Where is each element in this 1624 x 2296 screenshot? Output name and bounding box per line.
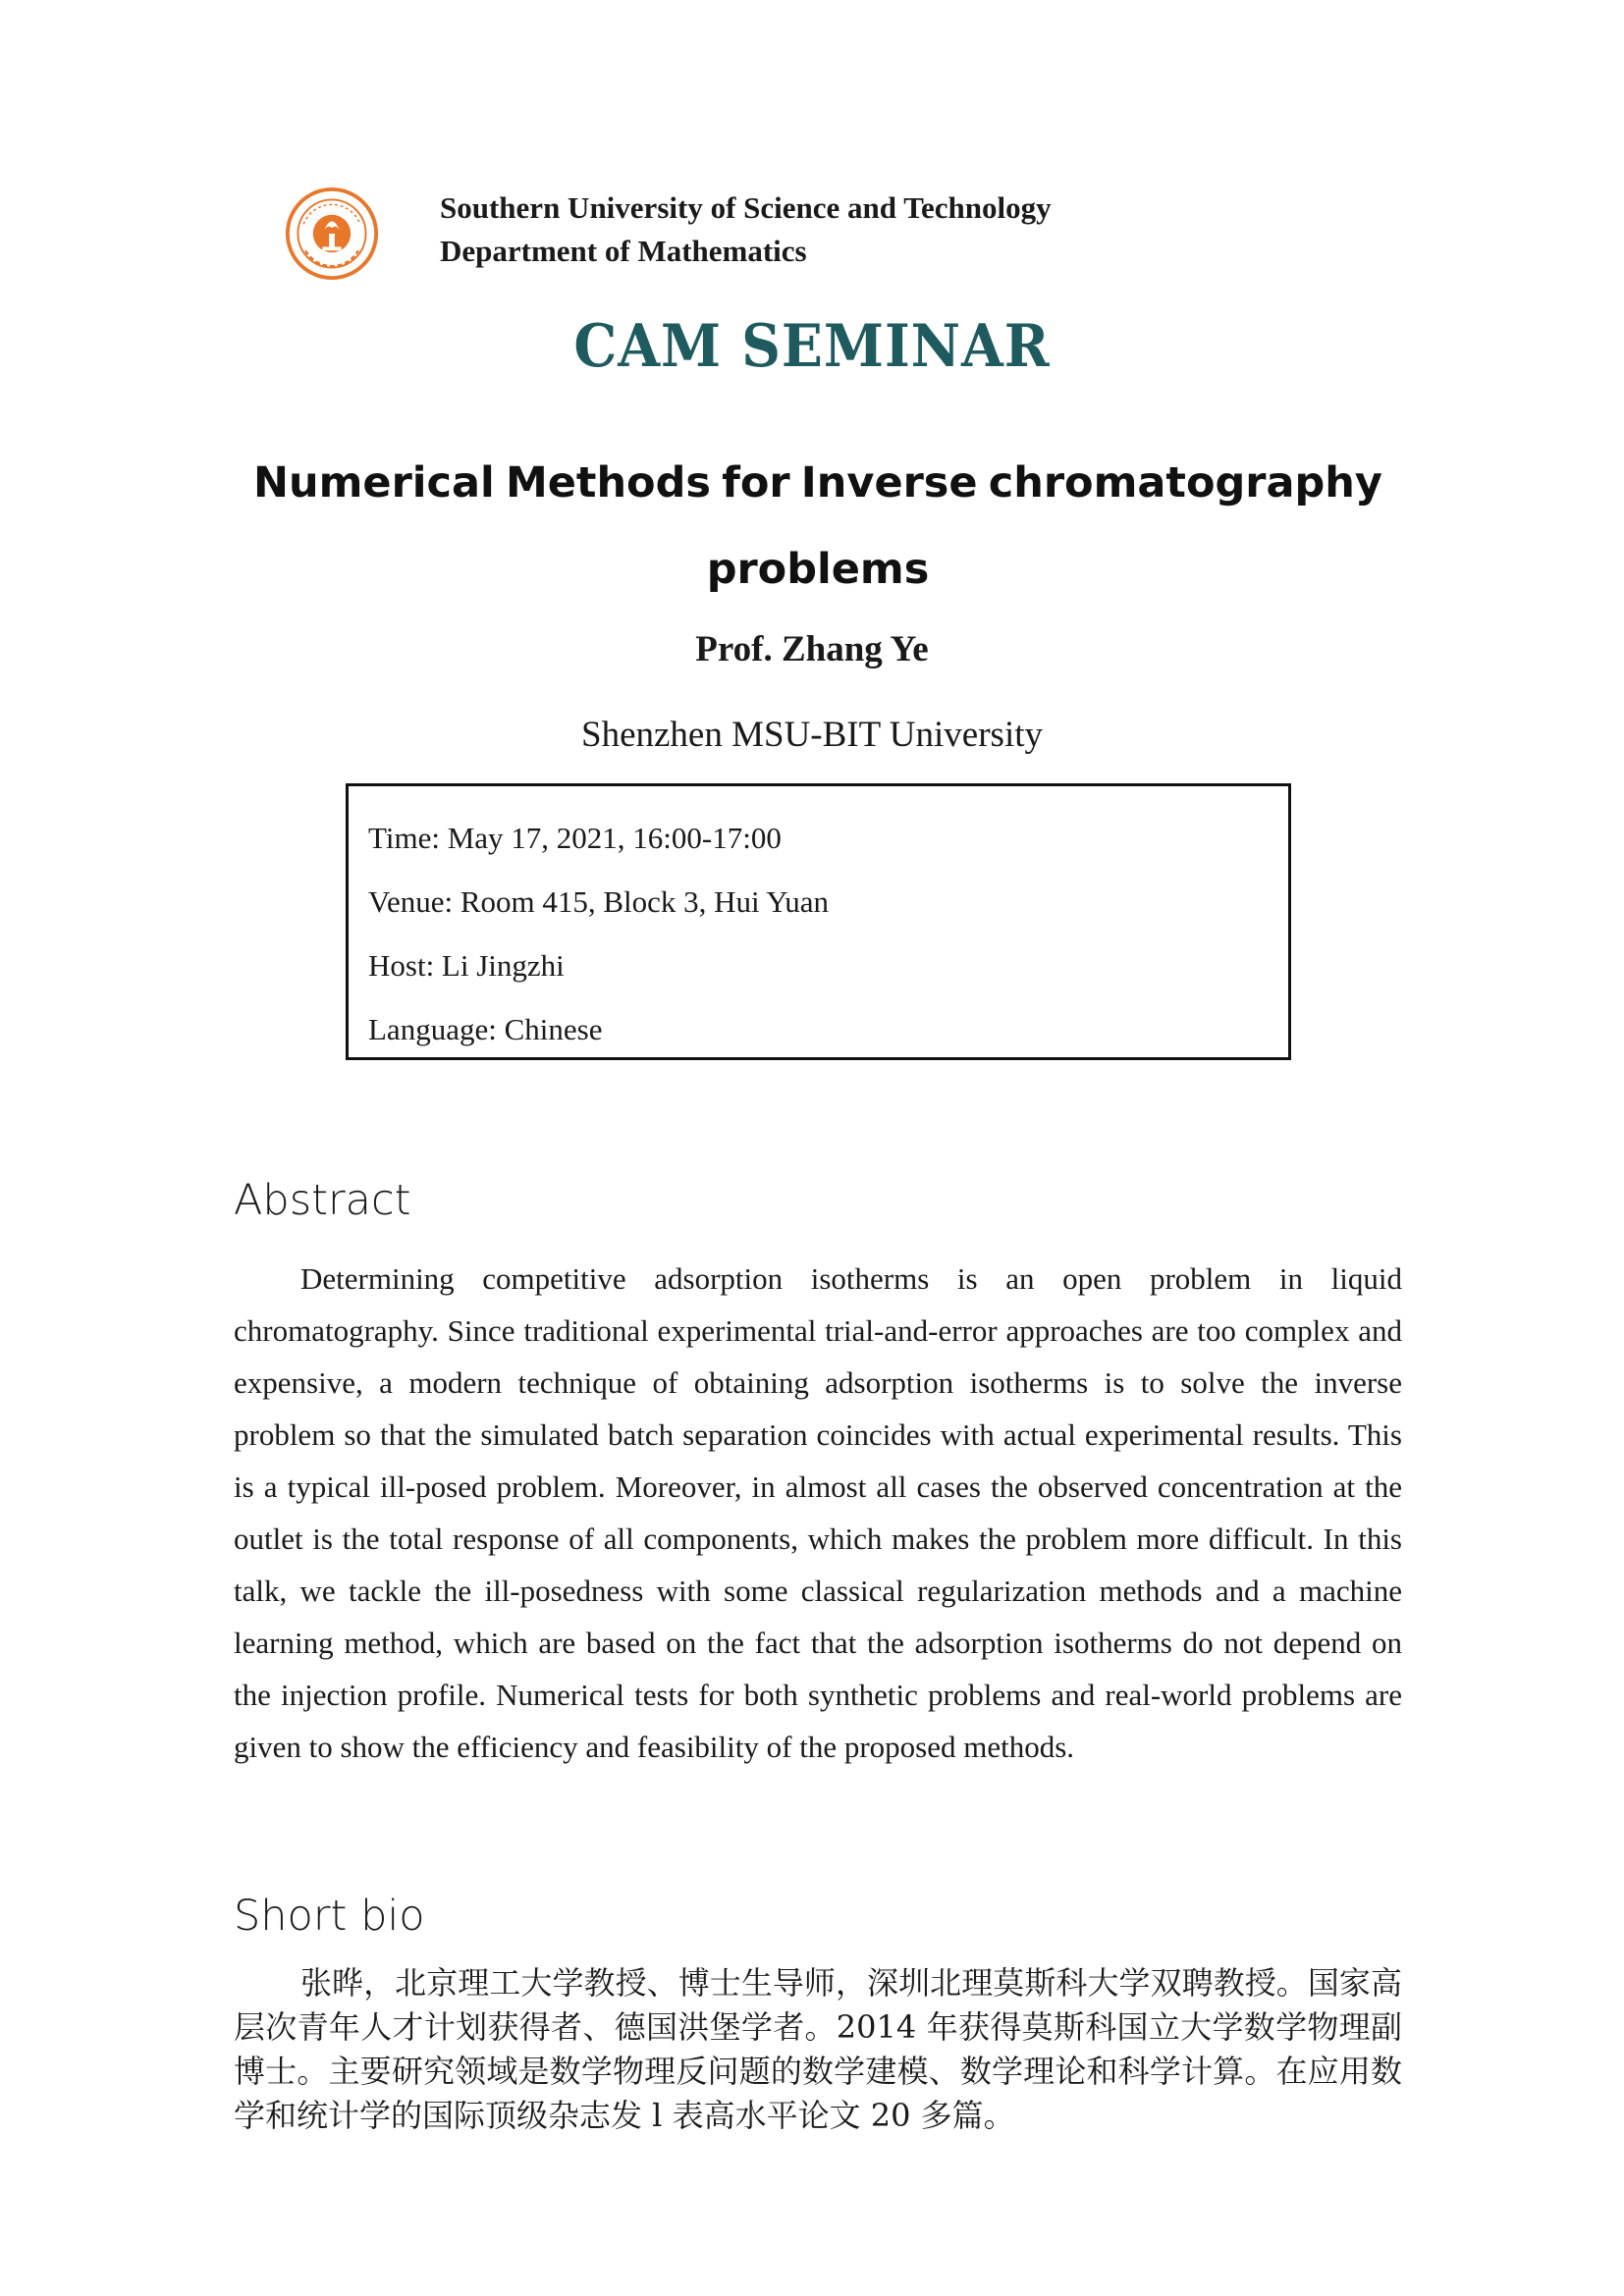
talk-title-line-1 <box>253 440 1382 526</box>
talk-title-word: chromatography <box>988 458 1382 507</box>
talk-title-word: Inverse <box>800 458 978 507</box>
event-host: Host: Li Jingzhi <box>368 948 565 983</box>
talk-title-word: Numerical <box>253 458 495 507</box>
institution-line-university: Southern University of Science and Technology <box>440 190 1052 225</box>
event-language: Language: Chinese <box>368 1012 603 1046</box>
header <box>285 187 1168 285</box>
bio-heading: Short bio <box>234 1892 425 1941</box>
talk-title-line-2: problems <box>706 545 930 594</box>
talk-title <box>253 440 1382 613</box>
bio-text: 张晔，北京理工大学教授、博士生导师，深圳北理莫斯科大学双聘教授。国家高层次青年人才计划获得者、德国洪堡学者。2014 年获得莫斯科国立大学数学物理副博士。主要研究领域是数学物理反问题的数学建模、数学理论和科学计算。在应用数学和统计学的国际顶级杂志发 l 表高水平论文 20 多篇。 <box>234 1964 1402 2134</box>
talk-title-word: Methods <box>505 458 711 507</box>
speaker-name: Prof. Zhang Ye <box>695 629 929 669</box>
abstract-text: Determining competitive adsorption isotherms is an open problem in liquid chromatography. Since traditional experimental trial-and-error approaches are too complex and expensive, a modern technique of obtaining adsorption isotherms is to solve the inverse problem so that the simulated batch separation coincides with actual experimental results. This is a typical ill-posed problem. Moreover, in almost all cases the observed concentration at the outlet is the total response of all components, which makes the problem more difficult. In this talk, we tackle the ill-posedness with some classical regularization methods and a machine learning method, which are based on the fact that the adsorption isotherms do not depend on the injection profile. Numerical tests for both synthetic problems and real-world problems are given to show the efficiency and feasibility of the proposed methods. <box>234 1261 1402 1764</box>
institution-line-department: Department of Mathematics <box>440 234 807 268</box>
speaker-affiliation: Shenzhen MSU-BIT University <box>581 715 1043 755</box>
event-info-box <box>346 783 1291 1060</box>
event-time: Time: May 17, 2021, 16:00-17:00 <box>368 821 782 855</box>
abstract-heading: Abstract <box>234 1176 411 1225</box>
event-venue: Venue: Room 415, Block 3, Hui Yuan <box>368 884 829 919</box>
talk-title-word: for <box>722 458 790 507</box>
institution-name <box>440 187 1052 273</box>
university-seal-icon <box>285 187 379 281</box>
seminar-title: CAM SEMINAR <box>573 312 1051 381</box>
